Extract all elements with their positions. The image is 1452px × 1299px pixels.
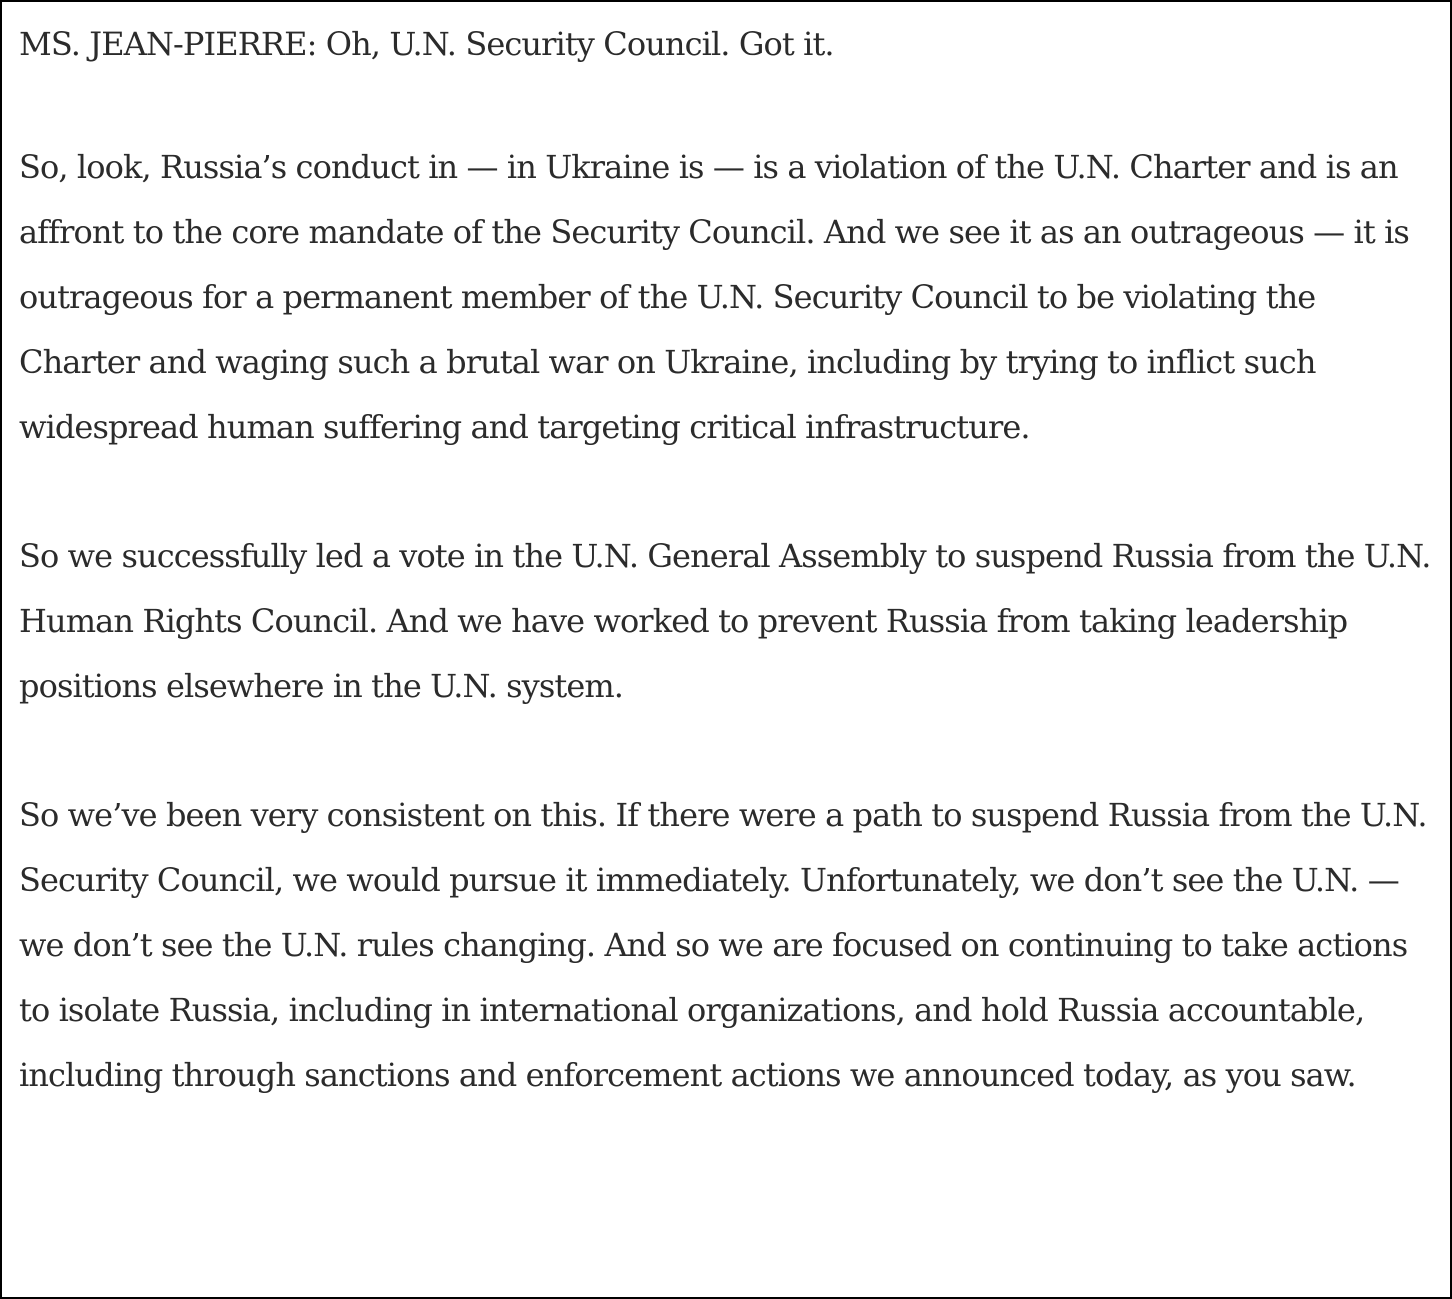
transcript-paragraph: So we’ve been very consistent on this. If there were a path to suspend Russia from the U.N. Security Council, we would pursue it immediately. Unfortunately, we don’t see the U.N. — we don’t see the U.N. rules changing. And so we are focused on continuing to take actions to isolate Russia, including in international organizations, and hold Russia accountable, including through sanctions and enforcement actions we announced today, as you saw.	[19, 796, 1427, 1094]
transcript-paragraph: So we successfully led a vote in the U.N. General Assembly to suspend Russia from the U.N. Human Rights Council. And we have worked to prevent Russia from taking leadership positions elsewhere in the U.N. system.	[19, 537, 1431, 705]
transcript-paragraph-speaker: MS. JEAN-PIERRE: Oh, U.N. Security Council. Got it.	[19, 25, 834, 63]
transcript-paragraph: So, look, Russia’s conduct in — in Ukraine is — is a violation of the U.N. Charter and is an affront to the core mandate of the Security Council. And we see it as an outrageous — it is outrageous for a permanent member of the U.N. Security Council to be violating the Charter and waging such a brutal war on Ukraine, including by trying to inflict such widespread human suffering and targeting critical infrastructure.	[19, 148, 1409, 446]
transcript-body	[19, 14, 1444, 1108]
